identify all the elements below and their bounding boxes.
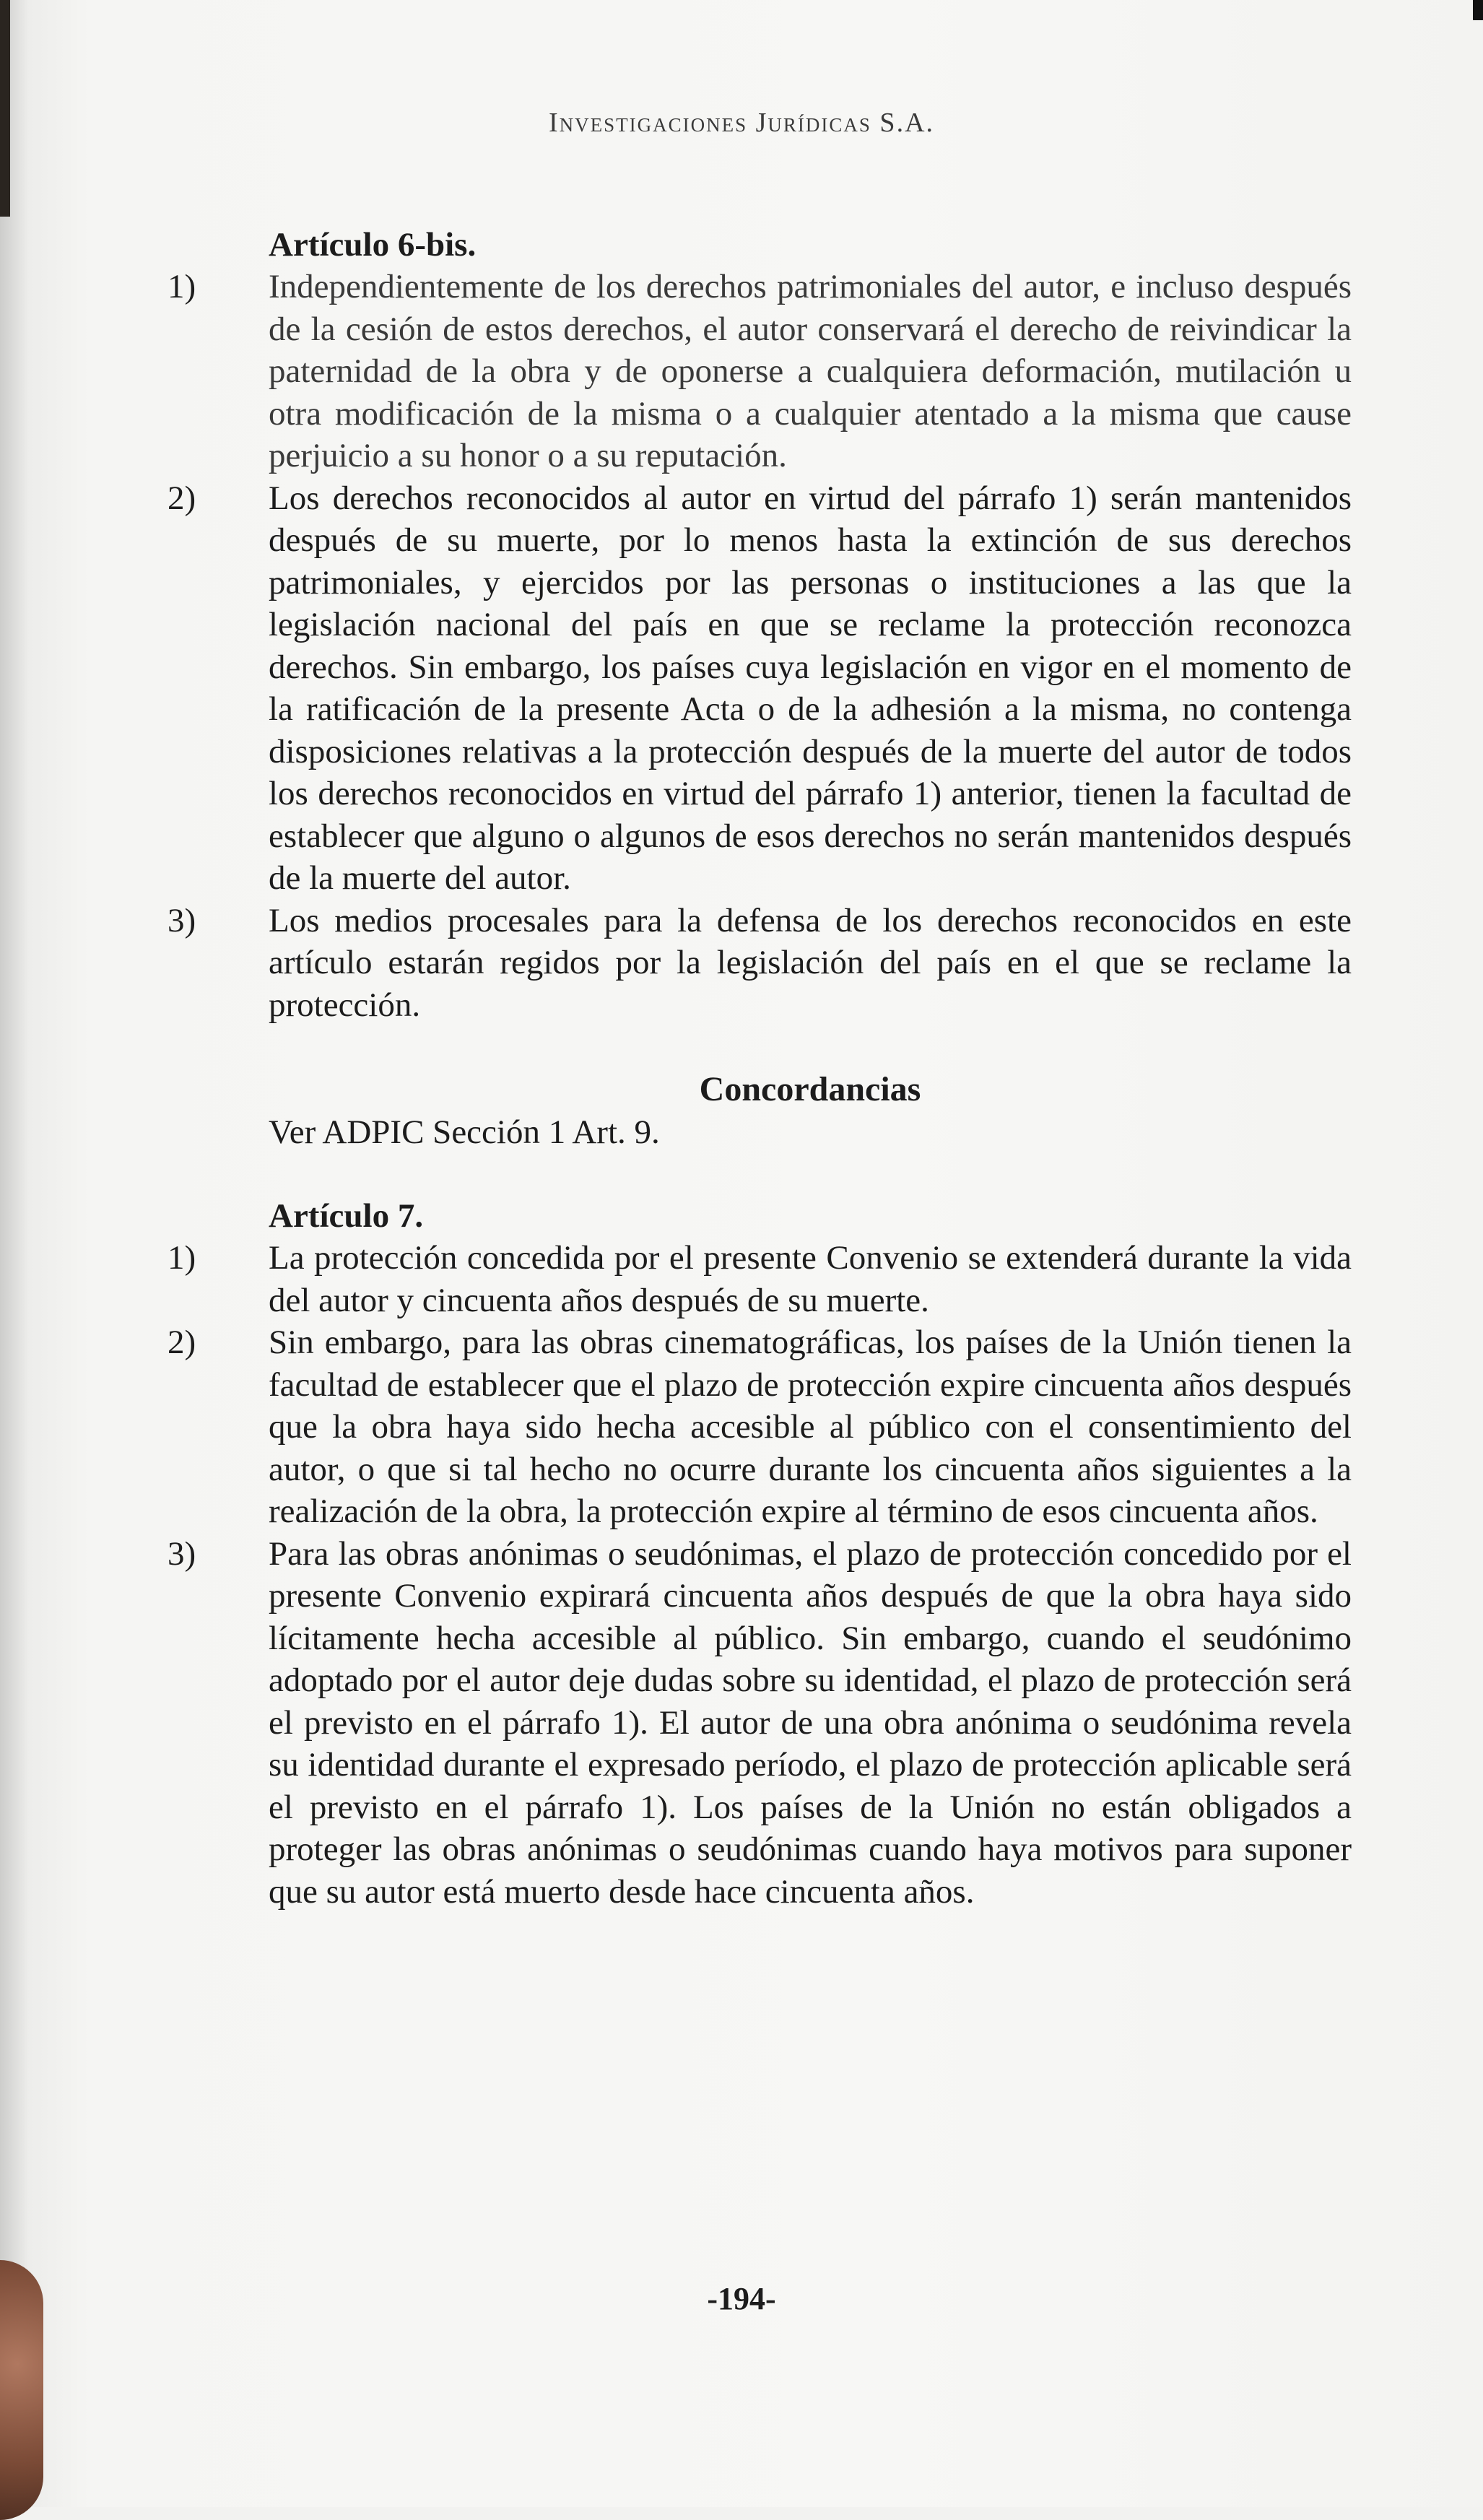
concordancias-title: Concordancias (699, 1070, 921, 1108)
article-7-heading: Artículo 7. (269, 1197, 424, 1235)
section-spacer (168, 1153, 1352, 1195)
paragraph-text: Independientemente de los derechos patrimoniales del autor, e incluso después de la cesión de estos derechos, el autor conservará el derecho de reivindicar la paternidad de la obra y de oponerse a cualquiera deformación, mutilación u otra modificación de la misma o a cualquier atentado a la misma que cause perjuicio a su honor o a su reputación. (269, 268, 1352, 474)
paragraph-number: 3) (168, 1534, 196, 1573)
paragraph-number: 2) (168, 479, 196, 517)
article-6bis-paragraph-1 (168, 266, 1352, 477)
running-head: Investigaciones Jurídicas S.A. (548, 108, 935, 138)
article-7-paragraph-2 (168, 1321, 1352, 1533)
page-gutter-shadow (0, 0, 29, 2507)
paragraph-text: Para las obras anónimas o seudónimas, el plazo de protección concedido por el presente Convenio expirará cincuenta años después de que la obra haya sido lícitamente hecha accesible al público. Sin embargo, cuando el seudónimo adoptado por el autor deje dudas sobre su identidad, el plazo de protección será el previsto en el párrafo 1). El autor de una obra anónima o seudónima revela su identidad durante el expresado período, el plazo de protección aplicable será el previsto en el párrafo 1). Los países de la Unión no están obligados a proteger las obras anónimas o seudónimas cuando haya motivos para suponer que su autor está muerto desde hace cincuenta años. (269, 1534, 1352, 1911)
paragraph-number: 1) (168, 1239, 196, 1277)
paragraph-number: 1) (168, 268, 196, 305)
article-6bis-paragraph-3 (168, 900, 1352, 1027)
page-body (168, 224, 1352, 1913)
page-number: -194- (707, 2281, 776, 2316)
paragraph-number: 2) (168, 1324, 196, 1361)
paragraph-text: La protección concedida por el presente Convenio se extenderá durante la vida del autor y cincuenta años después de su muerte. (269, 1239, 1352, 1319)
article-6bis-heading: Artículo 6-bis. (269, 226, 477, 264)
paragraph-text: Sin embargo, para las obras cinematográficas, los países de la Unión tienen la facultad de establecer que el plazo de protección expire cincuenta años después que la obra haya sido hecha accesible al público con el consentimiento del autor, o que si tal hecho no ocurre durante los cincuenta años siguientes a la realización de la obra, la protección expire al término de esos cincuenta años. (269, 1324, 1352, 1530)
article-7-paragraph-3 (168, 1533, 1352, 1913)
article-7-paragraph-1 (168, 1237, 1352, 1321)
concordancias-reference: Ver ADPIC Sección 1 Art. 9. (269, 1113, 660, 1151)
paragraph-text: Los medios procesales para la defensa de los derechos reconocidos en este artículo estarán regidos por la legislación del país en el que se reclame la protección. (269, 901, 1352, 1024)
dark-corner (1473, 0, 1483, 20)
paragraph-text: Los derechos reconocidos al autor en virtud del párrafo 1) serán mantenidos después de su muerte, por lo menos hasta la extinción de sus derechos patrimoniales, y ejercidos por las personas o instituciones a las que la legislación nacional del país en que se reclame la protección reconozca derechos. Sin embargo, los países cuya legislación en vigor en el momento de la ratificación de la presente Acta o de la adhesión a la misma, no contenga disposiciones relativas a la protección después de la muerte del autor de todos los derechos reconocidos en virtud del párrafo 1) anterior, tienen la facultad de establecer que alguno o algunos de esos derechos no serán mantenidos después de la muerte del autor. (269, 479, 1352, 897)
article-6bis-paragraph-2 (168, 477, 1352, 900)
paragraph-number: 3) (168, 901, 196, 939)
